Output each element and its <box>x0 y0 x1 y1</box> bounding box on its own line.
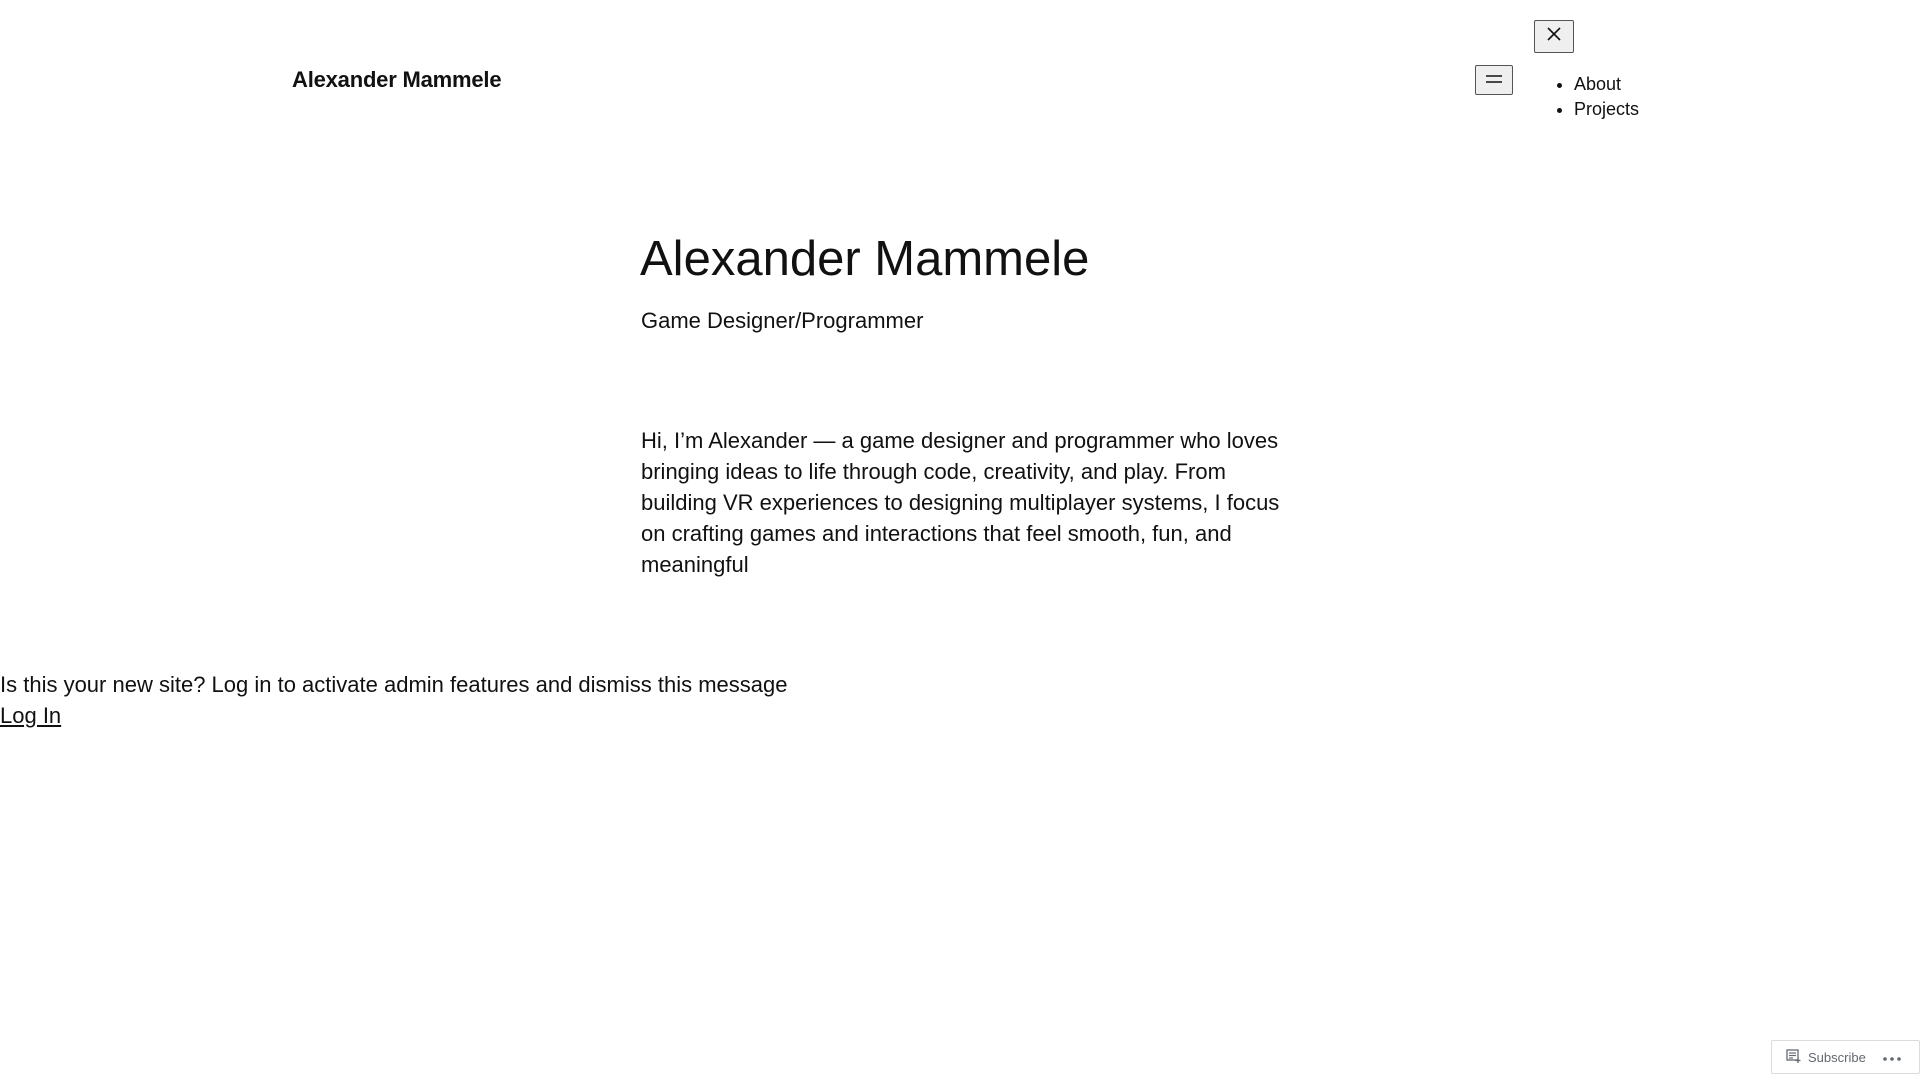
close-menu-button[interactable] <box>1534 20 1574 53</box>
login-link[interactable]: Log In <box>0 703 62 728</box>
site-tagline: Game Designer/Programmer <box>641 308 924 333</box>
hamburger-menu-icon <box>1485 71 1503 89</box>
site-title-link[interactable]: Alexander Mammele <box>292 67 502 92</box>
nav-item-about <box>1574 72 1639 97</box>
page-title: Alexander Mammele <box>640 232 1090 286</box>
more-options-button[interactable] <box>1882 1041 1902 1073</box>
subscribe-label: Subscribe <box>1808 1049 1866 1065</box>
admin-notice-message: Is this your new site? Log in to activate admin features and dismiss this message <box>0 672 788 697</box>
nav-link-about[interactable]: About <box>1574 74 1622 94</box>
subscribe-bar <box>1771 1040 1920 1074</box>
intro-paragraph: Hi, I’m Alexander — a game designer and programmer who loves bringing ideas to life through code, creativity, and play. From building VR experiences to designing multiplayer systems, I focus on crafting games and interactions that feel smooth, fun, and meaningful <box>641 428 1280 577</box>
close-icon <box>1546 26 1562 47</box>
ellipsis-icon <box>1882 1050 1902 1065</box>
menu-button[interactable] <box>1475 65 1513 95</box>
reader-icon <box>1786 1049 1802 1066</box>
nav-link-projects[interactable]: Projects <box>1574 99 1640 119</box>
primary-nav <box>1555 72 1639 122</box>
nav-item-projects <box>1574 97 1639 122</box>
subscribe-button[interactable] <box>1772 1041 1872 1073</box>
admin-notice <box>0 669 788 731</box>
